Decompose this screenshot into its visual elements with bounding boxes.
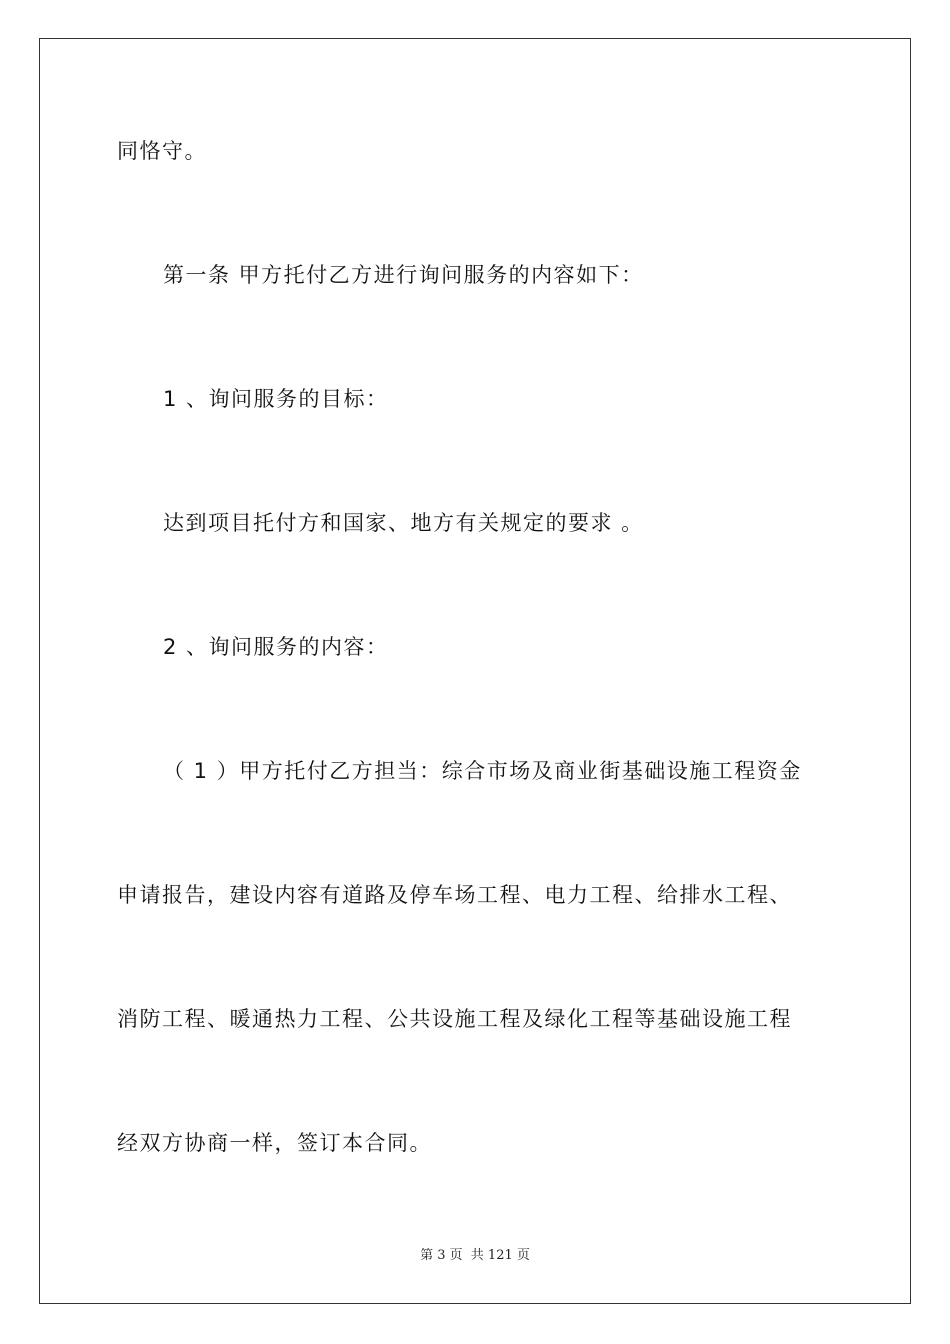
item-1-content: 达到项目托付方和国家、地方有关规定的要求 。	[163, 511, 644, 535]
item-1-heading: 1 、询问服务的目标：	[163, 387, 389, 411]
item-2-sub-1-line-3: 消防工程、暖通热力工程、公共设施工程及绿化工程等基础设施工程	[117, 1007, 792, 1031]
item-2-sub-1-line-2: 申请报告，建设内容有道路及停车场工程、电力工程、给排水工程、	[117, 883, 792, 907]
page-number: 第 3 页	[420, 1248, 463, 1263]
closing-line: 经双方协商一样，签订本合同。	[117, 1131, 432, 1155]
item-2-sub-1-line-1: （ 1 ）甲方托付乙方担当：综合市场及商业街基础设施工程资金	[163, 759, 802, 783]
total-pages: 共 121 页	[470, 1248, 530, 1263]
page-frame	[39, 38, 911, 1304]
article-one-heading: 第一条 甲方托付乙方进行询问服务的内容如下：	[163, 263, 644, 287]
item-2-heading: 2 、询问服务的内容：	[163, 635, 389, 659]
paragraph-line-1: 同恪守。	[117, 139, 207, 163]
page-footer	[0, 1247, 950, 1265]
